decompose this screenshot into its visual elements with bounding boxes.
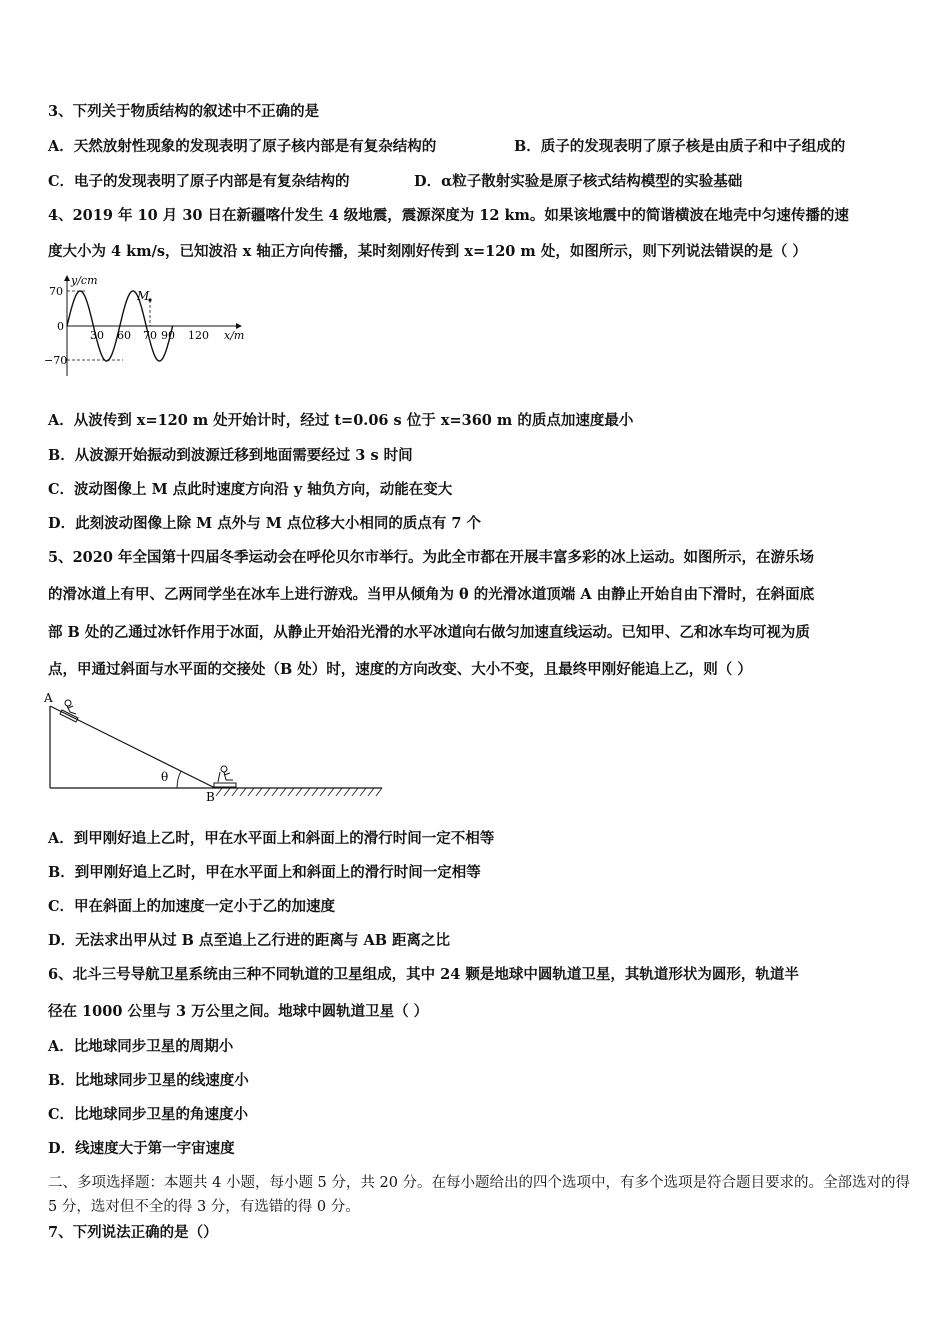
q5-option-b: B．到甲刚好追上乙时，甲在水平面上和斜面上的滑行时间一定相等 [48,864,481,881]
q4-option-c: C．波动图像上 M 点此时速度方向沿 y 轴负方向，动能在变大 [48,481,453,498]
q4-y-min-label: −70 [44,354,68,367]
q3-options-row1 [48,137,918,157]
q4-y-label: y/cm [71,274,98,287]
q4-m-label: M [137,289,150,303]
section2-instructions: 二、多项选择题：本题共 4 小题，每小题 5 分，共 20 分。在每小题给出的四个选项中，有多个选项是符合题目要求的。全部选对的得 5 分，选对但不全的得 3 分，有选错的得 0 分。 [48,1175,911,1215]
q3-option-b: B．质子的发现表明了原子核是由质子和中子组成的 [514,138,846,155]
q4-option-d: D．此刻波动图像上除 M 点外与 M 点位移大小相同的质点有 7 个 [48,515,482,532]
q3-stem: 3、下列关于物质结构的叙述中不正确的是 [48,103,320,120]
q5-angle-arc [177,771,181,788]
q4-stem-line2: 度大小为 4 km/s，已知波沿 x 轴正方向传播，某时刻刚好传到 x=120 m 处，如图所示，则下列说法错误的是（ ） [48,243,807,260]
q6-stem-line2: 径在 1000 公里与 3 万公里之间。地球中圆轨道卫星（ ） [48,1003,429,1020]
q4-option-a: A．从波传到 x=120 m 处开始计时，经过 t=0.06 s 位于 x=360 m 的质点加速度最小 [48,412,634,429]
q4-stem-line1: 4、2019 年 10 月 30 日在新疆喀什发生 4 级地震，震源深度为 12 km。如果该地震中的简谐横波在地壳中匀速传播的速 [48,207,849,224]
q3-option-a: A．天然放射性现象的发现表明了原子核内部是有复杂结构的 [48,138,437,155]
q6-option-d: D．线速度大于第一宇宙速度 [48,1140,235,1157]
q5-sled-yi [214,766,236,787]
q5-option-a: A．到甲刚好追上乙时，甲在水平面上和斜面上的滑行时间一定不相等 [48,830,495,847]
q6-option-c: C．比地球同步卫星的角速度小 [48,1106,249,1123]
q4-x-tick-30: 30 [90,329,104,342]
q5-stem-line1: 5、2020 年全国第十四届冬季运动会在呼伦贝尔市举行。为此全市都在开展丰富多彩的冰上运动。如图所示，在游乐场 [48,549,814,566]
q5-ground-hatch [216,788,382,796]
q5-stem-line2: 的滑冰道上有甲、乙两同学坐在冰车上进行游戏。当甲从倾角为 θ 的光滑冰道顶端 A 由静止开始自由下滑时，在斜面底 [48,586,815,603]
q4-x-tick-120: 120 [188,329,209,342]
q3-options-row2 [48,172,918,192]
q4-x-tick-70: 70 [143,329,157,342]
q5-stem-line4: 点，甲通过斜面与水平面的交接处（B 处）时，速度的方向改变、大小不变，且最终甲刚好能追上乙，则（ ） [48,661,752,678]
q6-stem-line1: 6、北斗三号导航卫星系统由三种不同轨道的卫星组成，其中 24 颗是地球中圆轨道卫星，其轨道形状为圆形，轨道半 [48,966,799,983]
q5-option-d: D．无法求出甲从过 B 点至追上乙行进的距离与 AB 距离之比 [48,932,451,949]
q6-option-b: B．比地球同步卫星的线速度小 [48,1072,249,1089]
q5-stem-line3: 部 B 处的乙通过冰钎作用于冰面，从静止开始沿光滑的水平冰道向右做匀加速直线运动。已知甲、乙和冰车均可视为质 [48,624,810,641]
q5-label-b: B [206,790,215,804]
q5-option-c: C．甲在斜面上的加速度一定小于乙的加速度 [48,898,336,915]
q5-incline-figure [40,690,390,806]
q3-option-d: D．α粒子散射实验是原子核式结构模型的实验基础 [414,173,743,190]
q6-option-a: A．比地球同步卫星的周期小 [48,1038,234,1055]
q3-option-c: C．电子的发现表明了原子内部是有复杂结构的 [48,173,350,190]
q4-x-tick-60: 60 [117,329,131,342]
q7-stem: 7、下列说法正确的是（） [48,1224,218,1241]
q5-theta-label: θ [161,770,169,784]
q4-y-axis-arrow [64,275,70,281]
q5-incline-surface [50,706,215,788]
q4-option-b: B．从波源开始振动到波源迁移到地面需要经过 3 s 时间 [48,447,413,464]
q4-wave-figure [40,272,260,378]
q5-label-a: A [44,691,53,705]
q4-y-max-label: 70 [49,285,63,298]
q4-x-tick-90: 90 [161,329,175,342]
q4-origin-label: 0 [57,320,64,333]
q4-x-label: x/m [224,329,245,342]
